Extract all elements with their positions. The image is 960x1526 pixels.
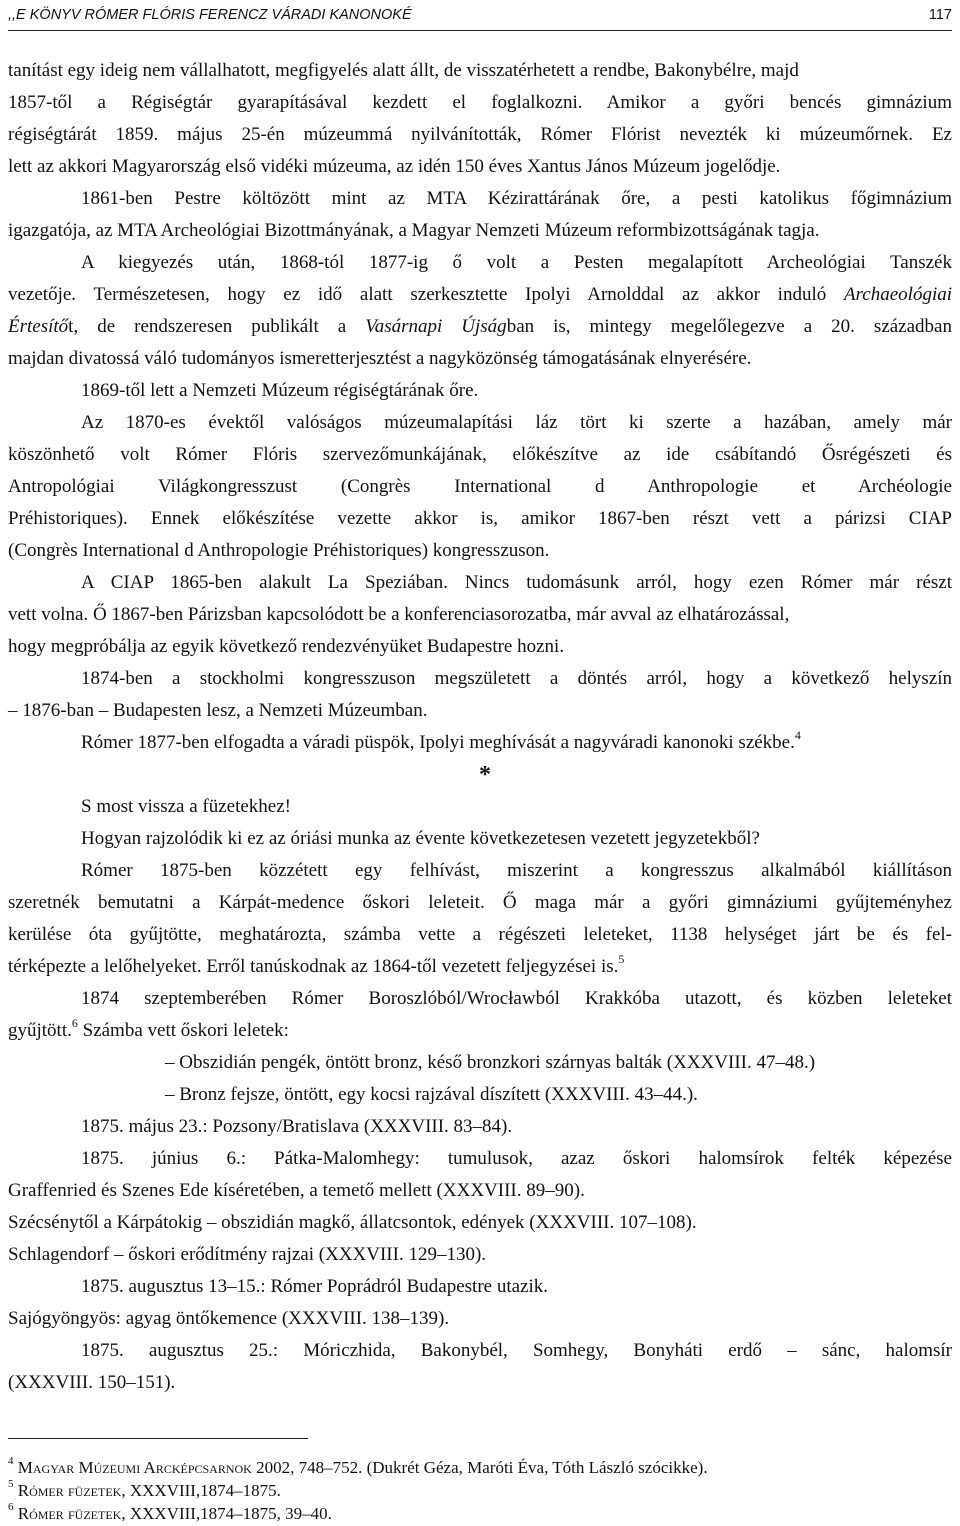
text-line: vezetője. Természetesen, hogy ez idő alatt szerkesztette Ipolyi Arnolddal az akkor induló Archaeológiai — [8, 284, 952, 305]
page-number: 117 — [928, 7, 952, 23]
footnote-number: 6 — [8, 1501, 14, 1514]
text-line: 1875. június 6.: Pátka-Malomhegy: tumulusok, azaz őskori halomsírok felték képezése — [81, 1148, 952, 1169]
text-line: 1874 szeptemberében Rómer Boroszlóból/Wrocławból Krakkóba utazott, és közben leleteket — [81, 988, 952, 1009]
running-header — [8, 0, 952, 31]
text-line: vett volna. Ő 1867-ben Párizsban kapcsolódott be a konferenciasorozatba, már avval az elhatározással, — [8, 604, 790, 625]
text-line: régiségtárát 1859. május 25-én múzeummá nyilvánították, Rómer Flórist nevezték ki múzeumőrnek. Ez — [8, 124, 952, 145]
text-line: térképezte a lelőhelyeket. Erről tanúskodnak az 1864-től vezetett feljegyzései is.$^5$ — [8, 951, 625, 977]
text-line: Sajógyöngyös: agyag öntőkemence (XXXVIII. 138–139). — [8, 1308, 450, 1329]
text-line: igazgatója, az MTA Archeológiai Bizottmányának, a Magyar Nemzeti Múzeum reformbizottságának tagja. — [8, 220, 820, 241]
text-line: Préhistoriques). Ennek előkészítése vezette akkor is, amikor 1867-ben részt vett a párizsi CIAP — [8, 508, 952, 529]
text-line: 1875. augusztus 25.: Móriczhida, Bakonybél, Somhegy, Bonyháti erdő – sánc, halomsír — [81, 1340, 952, 1361]
text-line: Az 1870-es évektől valóságos múzeumalapítási láz tört ki szerte a hazában, amely már — [81, 412, 952, 433]
footnote-ref[interactable]: 4 — [794, 727, 801, 742]
text-line: A CIAP 1865-ben alakult La Speziában. Nincs tudomásunk arról, hogy ezen Rómer már részt — [81, 572, 952, 593]
text-line: (Congrès International d Anthropologie Préhistoriques) kongresszuson. — [8, 540, 550, 561]
text-line: – 1876-ban – Budapesten lesz, a Nemzeti Múzeumban. — [8, 700, 428, 721]
text-line: 1875. május 23.: Pozsony/Bratislava (XXXVIII. 83–84). — [81, 1116, 513, 1137]
text-line: gyűjtött.$^6$ Számba vett őskori leletek: — [8, 1015, 289, 1041]
footnote-number: 4 — [8, 1455, 14, 1468]
text-line: 1857-től a Régiségtár gyarapításával kezdett el foglalkozni. Amikor a győri bencés gimnázium — [8, 92, 952, 113]
text-line: 1869-től lett a Nemzeti Múzeum régiségtárának őre. — [81, 380, 479, 401]
footnote-number: 5 — [8, 1478, 14, 1491]
text-line: Graffenried és Szenes Ede kíséretében, a temető mellett (XXXVIII. 89–90). — [8, 1180, 585, 1201]
text-line: Schlagendorf – őskori erődítmény rajzai (XXXVIII. 129–130). — [8, 1244, 487, 1265]
footnote-author: Rómer füzetek — [17, 1481, 122, 1500]
text-line: Rómer 1875-ben közzétett egy felhívást, miszerint a kongresszus alkalmából kiállításon — [81, 860, 952, 881]
text-line: szeretnék bemutatni a Kárpát-medence őskori leleteit. Ő maga már a győri gimnáziumi gyűjteményhez — [8, 892, 952, 913]
text-line: hogy megpróbálja az egyik következő rendezvényüket Budapestre hozni. — [8, 636, 565, 657]
text-line: Szécsénytől a Kárpátokig – obszidián magkő, állatcsontok, edények (XXXVIII. 107–108). — [8, 1212, 697, 1233]
footnote-ref[interactable]: 6 — [71, 1015, 78, 1030]
list-item: – Bronz fejsze, öntött, egy kocsi rajzával díszített (XXXVIII. 43–44.). — [165, 1084, 698, 1105]
text-line: 1875. augusztus 13–15.: Rómer Poprádról Budapestre utazik. — [81, 1276, 549, 1297]
text-line: Értesítőt, de rendszeresen publikált a Vasárnapi Újságban is, mintegy megelőlegezve a 20. században — [8, 316, 952, 337]
text-line: 1874-ben a stockholmi kongresszuson megszületett a döntés arról, hogy a következő helyszín — [81, 668, 952, 689]
text-line: köszönhető volt Rómer Flóris szervezőmunkájának, előkészítve az ide csábítandó Ősrégészeti és — [8, 444, 952, 465]
section-separator: * — [479, 762, 491, 788]
text-line: (XXXVIII. 150–151). — [8, 1372, 176, 1393]
text-line: kerülése óta gyűjtötte, meghatározta, számba vette a régészeti leleteket, 1138 helységet járt be és fel- — [8, 924, 952, 945]
footnote-author: Magyar Múzeumi Arcképcsarnok — [17, 1458, 252, 1477]
footnote-ref[interactable]: 5 — [618, 951, 625, 966]
text-line: A kiegyezés után, 1868-tól 1877-ig ő volt a Pesten megalapított Archeológiai Tanszék — [81, 252, 952, 273]
text-line: Rómer 1877-ben elfogadta a váradi püspök, Ipolyi meghívását a nagyváradi kanonoki székbe.$^4$ — [81, 727, 801, 753]
text-line: majdan divatossá váló tudományos ismeretterjesztést a nagyközönség támogatásának elnyerésére. — [8, 348, 752, 369]
footnote-divider — [8, 1438, 308, 1439]
footnote: $^5$ Rómer füzetek, XXXVIII,1874–1875. — [8, 1478, 281, 1500]
text-line: tanítást egy ideig nem vállalhatott, megfigyelés alatt állt, de visszatérhetett a rendbe, Bakonybélre, majd — [8, 60, 799, 81]
text-line: Antropológiai Világkongresszust (Congrès International d Anthropologie et Archéologie — [8, 476, 952, 497]
footnote: $^4$ Magyar Múzeumi Arcképcsarnok 2002, 748–752. (Dukrét Géza, Maróti Éva, Tóth László szócikke). — [8, 1455, 708, 1477]
text-line: lett az akkori Magyarország első vidéki múzeuma, az idén 150 éves Xantus János Múzeum jogelődje. — [8, 156, 781, 177]
running-title: ,,E KÖNYV RÓMER FLÓRIS FERENCZ VÁRADI KANONOKÉ — [8, 7, 412, 23]
footnote: $^6$ Rómer füzetek, XXXVIII,1874–1875, 39–40. — [8, 1501, 332, 1523]
text-line: Hogyan rajzolódik ki ez az óriási munka az évente következetesen vezetett jegyzetekből? — [81, 828, 760, 849]
text-line: S most vissza a füzetekhez! — [81, 796, 291, 817]
text-line: 1861-ben Pestre költözött mint az MTA Kézirattárának őre, a pesti katolikus főgimnázium — [81, 188, 952, 209]
footnote-author: Rómer füzetek — [17, 1504, 122, 1523]
list-item: – Obszidián pengék, öntött bronz, késő bronzkori szárnyas balták (XXXVIII. 47–48.) — [165, 1052, 816, 1073]
